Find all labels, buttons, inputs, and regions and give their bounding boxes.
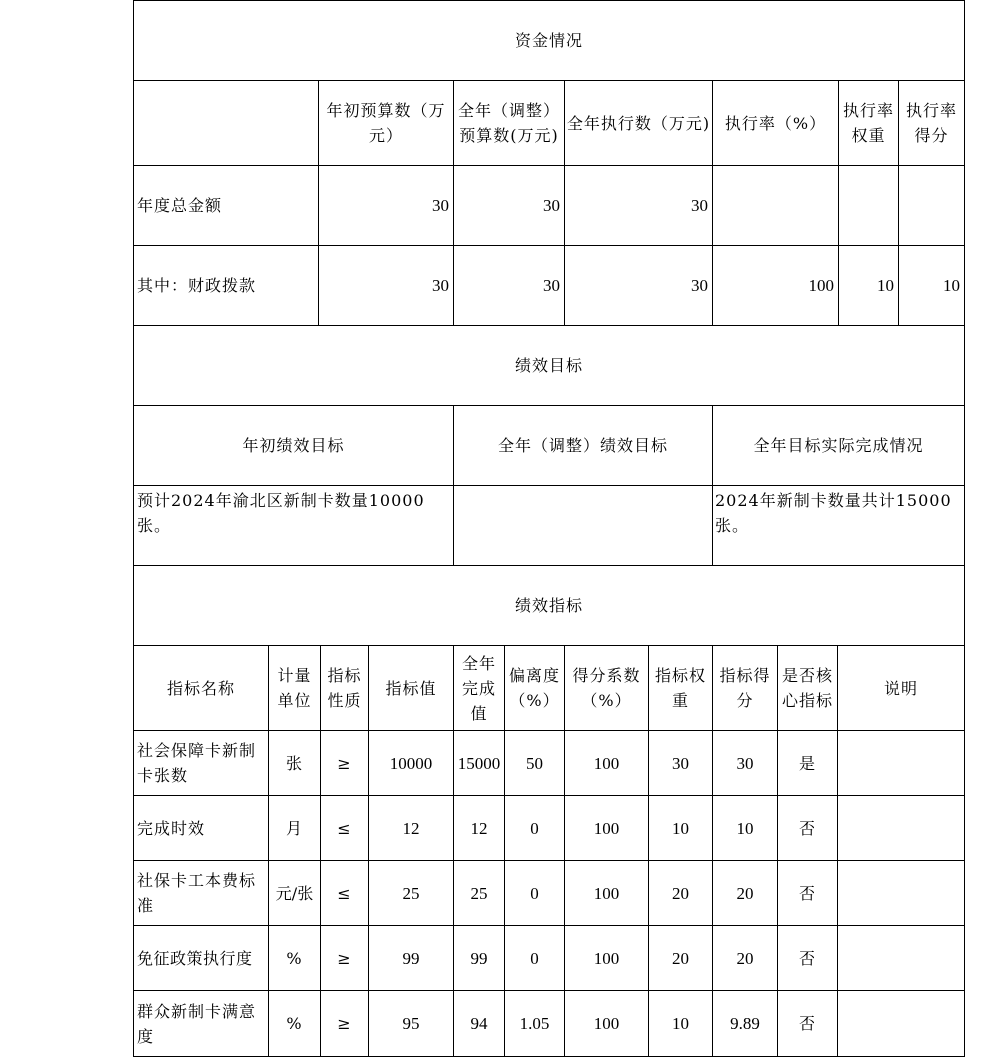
indicator-deviation: 1.05 (519, 1014, 550, 1033)
indicator-name: 免征政策执行度 (137, 948, 253, 968)
header-indicator-weight: 指标权重 (654, 666, 706, 710)
header-score-coefficient: 得分系数（%） (572, 666, 641, 710)
indicator-coefficient: 100 (593, 883, 620, 903)
funds-row-rate (713, 166, 838, 245)
header-initial-budget: 年初预算数（万元） (326, 101, 446, 145)
header-adjusted-budget: 全年（调整）预算数(万元) (457, 101, 560, 145)
indicator-name: 完成时效 (137, 818, 206, 838)
indicator-coefficient: 100 (593, 1014, 620, 1033)
funds-row-budget: 30 (432, 196, 449, 215)
funds-row-executed: 30 (691, 276, 708, 295)
initial-goal-text: 预计2024年渝北区新制卡数量10000张。 (137, 491, 425, 535)
header-target-value: 指标值 (385, 678, 437, 698)
header-actual-value: 全年完成值 (461, 653, 496, 723)
header-rate-score: 执行率得分 (905, 101, 957, 145)
funds-row-score: 10 (943, 276, 960, 295)
funds-row-weight (839, 166, 898, 245)
header-note: 说明 (883, 678, 918, 698)
header-rate-weight: 执行率权重 (843, 101, 895, 145)
indicator-weight: 20 (672, 948, 689, 968)
indicator-nature: ≥ (337, 1014, 352, 1033)
indicator-nature: ≤ (337, 883, 352, 903)
indicator-name: 群众新制卡满意度 (137, 1001, 257, 1046)
indicator-actual: 94 (470, 1014, 488, 1033)
indicator-name: 社保卡工本费标准 (137, 871, 257, 915)
header-deviation: 偏离度（%） (508, 666, 560, 710)
indicator-is-core: 是 (798, 753, 816, 773)
funds-row-executed: 30 (691, 196, 708, 215)
indicator-actual: 99 (470, 948, 488, 968)
adjusted-goal-text (454, 486, 712, 565)
header-initial-goal: 年初绩效目标 (242, 436, 345, 455)
indicator-unit: % (286, 1014, 303, 1033)
actual-completion-text: 2024年新制卡数量共计15000张。 (715, 491, 952, 535)
header-executed: 全年执行数（万元) (566, 113, 711, 133)
indicator-weight: 10 (672, 818, 689, 838)
funds-title: 资金情况 (514, 31, 583, 50)
header-is-core: 是否核心指标 (781, 666, 833, 710)
indicator-is-core: 否 (798, 883, 816, 903)
indicator-unit: % (286, 948, 303, 968)
indicator-actual: 25 (470, 883, 488, 903)
indicator-is-core: 否 (798, 818, 816, 838)
indicators-title: 绩效指标 (514, 596, 583, 615)
funds-row-adjusted: 30 (543, 276, 560, 295)
indicator-coefficient: 100 (593, 753, 620, 773)
indicator-deviation: 0 (530, 883, 539, 903)
indicator-target: 12 (402, 818, 420, 838)
indicator-weight: 30 (672, 753, 689, 773)
indicator-actual: 12 (470, 818, 488, 838)
indicator-nature: ≥ (337, 753, 352, 773)
indicator-deviation: 0 (530, 818, 539, 838)
indicator-score: 20 (736, 948, 754, 968)
indicator-nature: ≥ (337, 948, 352, 968)
indicator-unit: 元/张 (275, 883, 314, 903)
header-adjusted-goal: 全年（调整）绩效目标 (497, 436, 668, 455)
indicator-score: 30 (736, 753, 754, 773)
border-right (964, 0, 965, 1057)
indicator-score: 20 (736, 883, 754, 903)
indicator-target: 99 (402, 948, 420, 968)
indicator-is-core: 否 (798, 948, 816, 968)
indicator-name: 社会保障卡新制卡张数 (137, 741, 257, 785)
indicator-deviation: 0 (530, 948, 539, 968)
funds-row-score (899, 166, 964, 245)
funds-row-rate: 100 (808, 276, 834, 295)
indicator-target: 25 (402, 883, 420, 903)
indicator-unit: 月 (285, 818, 303, 838)
indicator-deviation: 50 (526, 753, 543, 773)
indicator-score: 9.89 (730, 1014, 760, 1033)
header-execution-rate: 执行率（%） (724, 113, 827, 133)
goals-title: 绩效目标 (514, 356, 583, 375)
funds-row-label: 年度总金额 (137, 196, 223, 215)
funds-row-weight: 10 (877, 276, 894, 295)
indicator-note (838, 796, 964, 860)
header-indicator-score: 指标得分 (719, 666, 771, 710)
indicator-coefficient: 100 (593, 948, 620, 968)
funds-row-budget: 30 (432, 276, 449, 295)
indicator-target: 10000 (389, 753, 433, 773)
header-nature: 指标性质 (327, 666, 362, 710)
indicator-weight: 10 (672, 1014, 689, 1033)
indicator-coefficient: 100 (593, 818, 620, 838)
funds-row-label: 其中：财政拨款 (137, 276, 257, 295)
header-actual-completion: 全年目标实际完成情况 (753, 436, 924, 455)
indicator-actual: 15000 (457, 753, 501, 773)
funds-row-adjusted: 30 (543, 196, 560, 215)
header-unit: 计量单位 (277, 666, 312, 710)
border-bottom (133, 1056, 965, 1057)
header-indicator-name: 指标名称 (166, 678, 235, 698)
indicator-target: 95 (402, 1014, 420, 1033)
indicator-nature: ≤ (337, 818, 352, 838)
indicator-note (838, 731, 964, 795)
indicator-weight: 20 (672, 883, 689, 903)
indicator-note (838, 926, 964, 990)
indicator-unit: 张 (285, 753, 303, 773)
indicator-note (838, 861, 964, 925)
indicator-note (838, 991, 964, 1056)
indicator-score: 10 (736, 818, 754, 838)
indicator-is-core: 否 (798, 1014, 816, 1033)
